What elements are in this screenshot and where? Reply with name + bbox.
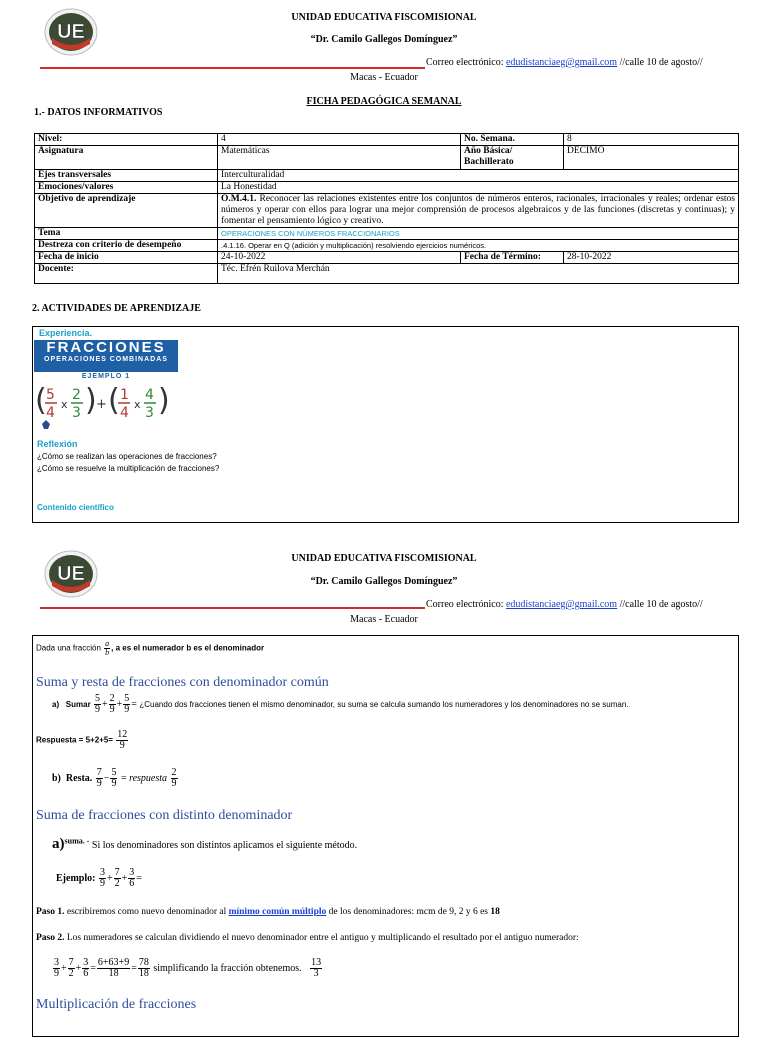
label-asignatura: Asignatura <box>35 146 218 170</box>
city-2: Macas - Ecuador <box>350 614 418 625</box>
svg-text:): ) <box>85 383 97 418</box>
intro-line: Dada una fracción $\frac{a}{b}$ , a es el numerador b es el denominador <box>36 639 265 657</box>
city: Macas - Ecuador <box>350 72 418 83</box>
value-anio: DECIMO <box>564 146 739 170</box>
mcm-link[interactable]: mínimo común múltiplo <box>228 907 327 917</box>
svg-text:x: x <box>134 398 141 411</box>
value-emociones: La Honestidad <box>218 182 739 194</box>
section-heading-2: 2. ACTIVIDADES DE APRENDIZAJE <box>32 303 201 314</box>
banner-title: FRACCIONES <box>46 339 166 356</box>
svg-text:4: 4 <box>145 387 154 403</box>
label-ejes: Ejes transversales <box>35 170 218 182</box>
question-2: ¿Cómo se resuelve la multiplicación de fracciones? <box>37 464 220 473</box>
banner-example: EJEMPLO 1 <box>81 373 131 380</box>
resta-line: b) Resta. $\frac{7}{9}$ − $\frac{5}{9}$ = respuesta $\frac{2}{9}$ <box>52 767 177 789</box>
email-link[interactable]: edudistanciaeg@gmail.com <box>505 57 618 68</box>
label-destreza: Destreza con criterio de desempeño <box>35 240 218 252</box>
banner-subtitle: OPERACIONES COMBINADAS <box>44 356 168 363</box>
svg-text:4: 4 <box>120 405 129 421</box>
value-objetivo: O.M.4.1. Reconocer las relaciones existentes entre los conjuntos de números enteros, racionales, irracionales y reales; ordenar estos números y operar con ellos para lograr una mejor comprensión de procesos algebraicos y de las funciones (discretas y continuas); y fomentar el pensamiento lógico y creativo. <box>218 194 739 228</box>
svg-text:4: 4 <box>46 405 55 421</box>
contact-line: Correo electrónico: edudistanciaeg@gmail.com //calle 10 de agosto// <box>426 57 703 68</box>
heading-common-denominator: Suma y resta de fracciones con denominador común <box>36 675 329 690</box>
svg-text:5: 5 <box>46 387 55 403</box>
svg-text:UE: UE <box>57 563 85 585</box>
label-anio: Año Básica/ Bachillerato <box>461 146 564 170</box>
svg-text:x: x <box>61 398 68 411</box>
contact-line-2: Correo electrónico: edudistanciaeg@gmail.com //calle 10 de agosto// <box>426 599 703 610</box>
respuesta-line: Respuesta = 5+2+5= $\frac{12}{9}$ <box>36 729 128 751</box>
question-1: ¿Cómo se realizan las operaciones de fracciones? <box>37 452 217 461</box>
school-patron: “Dr. Camilo Gallegos Domínguez” <box>310 34 458 45</box>
value-semana: 8 <box>564 134 739 146</box>
paso-2: Paso 2. Los numeradores se calculan dividiendo el nuevo denominador entre el antiguo y multiplicando el resultado por el antiguo numerador: <box>36 933 579 943</box>
svg-text:3: 3 <box>72 405 81 421</box>
email-link-2[interactable]: edudistanciaeg@gmail.com <box>505 599 618 610</box>
svg-text:): ) <box>158 383 170 418</box>
label-emociones: Emociones/valores <box>35 182 218 194</box>
section-heading: 1.- DATOS INFORMATIVOS <box>34 107 163 118</box>
banner-expression <box>34 382 178 432</box>
label-termino: Fecha de Término: <box>461 252 564 264</box>
fracciones-banner <box>34 340 178 437</box>
label-inicio: Fecha de inicio <box>35 252 218 264</box>
svg-text:(: ( <box>35 383 47 418</box>
school-name: UNIDAD EDUCATIVA FISCOMISIONAL <box>291 12 477 23</box>
value-termino: 28-10-2022 <box>564 252 739 264</box>
svg-text:2: 2 <box>72 387 81 403</box>
svg-text:UE: UE <box>57 21 85 43</box>
svg-text:1: 1 <box>120 387 129 403</box>
school-patron-2: “Dr. Camilo Gallegos Domínguez” <box>310 576 458 587</box>
value-asignatura: Matemáticas <box>218 146 461 170</box>
label-docente: Docente: <box>35 264 218 284</box>
value-nivel: 4 <box>218 134 461 146</box>
info-table <box>34 133 739 284</box>
header-divider <box>40 67 425 69</box>
value-destreza: .4.1.16. Operar en Q (adición y multiplicación) resolviendo ejercicios numéricos. <box>218 240 739 252</box>
contenido-label: Contenido científico <box>37 503 114 512</box>
label-semana: No. Semana. <box>461 134 564 146</box>
page-title: FICHA PEDAGÓGICA SEMANAL <box>306 96 462 107</box>
label-nivel: Nivel: <box>35 134 218 146</box>
header-divider-2 <box>40 607 425 609</box>
value-inicio: 24-10-2022 <box>218 252 461 264</box>
svg-text:+: + <box>96 397 107 412</box>
suma-line: a)$^{suma. -}$ Si los denominadores son distintos aplicamos el siguiente método. <box>52 836 358 852</box>
sumar-line: a) Sumar $\frac{5}{9}$ + $\frac{2}{9}$ + $\frac{5}{9}$ = ¿Cuando dos fracciones tienen el mismo denominador, su suma se calcula sumando los numeradores y los denominadores no se suman. <box>52 693 629 715</box>
svg-text:3: 3 <box>145 405 154 421</box>
reflexion-label: Reflexión <box>37 439 78 449</box>
svg-text:(: ( <box>108 383 120 418</box>
heading-different-denominator: Suma de fracciones con distinto denominador <box>36 808 293 823</box>
paso-2-result: $\frac{3}{9}$ + $\frac{7}{2}$ + $\frac{3}{6}$ = $\frac{6+63+9}{18}$ = $\frac{78}{18}$ simplificando la fracción obtenemos. $\frac{13}{3}$ <box>54 957 322 979</box>
value-tema: OPERACIONES CON NÚMEROS FRACCIONARIOS <box>218 228 739 240</box>
value-ejes: Interculturalidad <box>218 170 739 182</box>
experiencia-label: Experiencia. <box>39 328 93 338</box>
paso-1: Paso 1. escribiremos como nuevo denominador al mínimo común múltiplo de los denominadores: mcm de 9, 2 y 6 es 18 <box>36 907 500 917</box>
label-tema: Tema <box>35 228 218 240</box>
value-docente: Téc. Efrén Ruilova Merchán <box>218 264 739 284</box>
school-name-2: UNIDAD EDUCATIVA FISCOMISIONAL <box>291 553 477 564</box>
label-objetivo: Objetivo de aprendizaje <box>35 194 218 228</box>
ejemplo-line: Ejemplo: $\frac{3}{9}$ + $\frac{7}{2}$ + $\frac{3}{6}$ = <box>56 867 142 889</box>
heading-multiplication: Multiplicación de fracciones <box>36 997 197 1012</box>
